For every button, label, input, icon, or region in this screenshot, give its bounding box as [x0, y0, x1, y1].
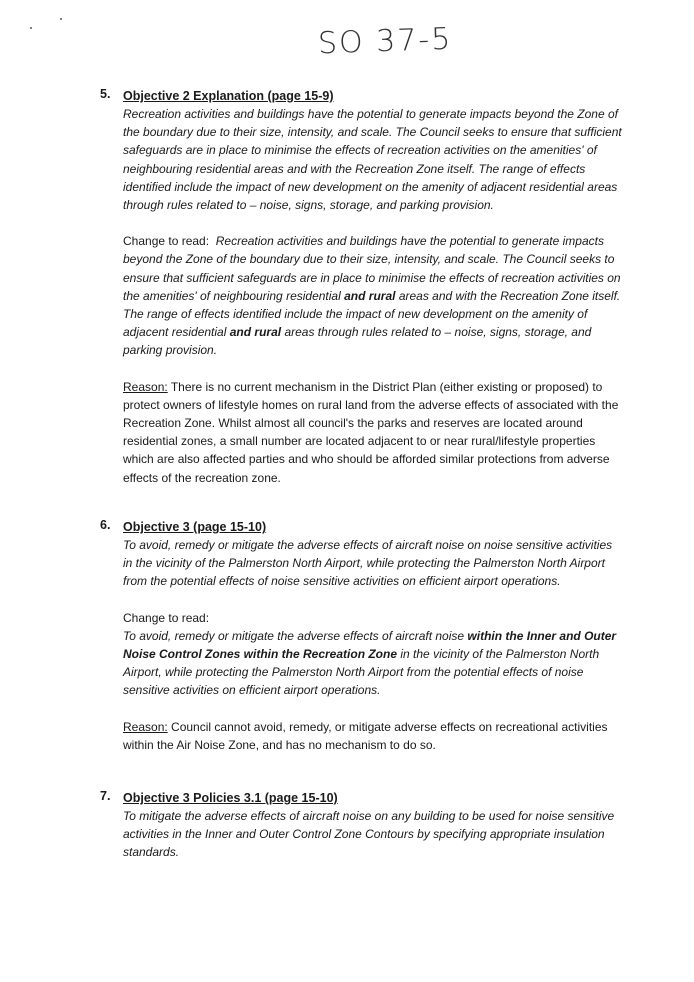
section-number: 7.	[100, 789, 111, 803]
change-text: To avoid, remedy or mitigate the adverse effects of aircraft noise within the Inner and Outer Noise Control Zones within the Recreation Zone in the vicinity of the Palmerston North Airport, while protecting the Palmerston North Airport from the potential effects of noise sensitive activities on efficient airport operations.	[123, 628, 617, 698]
reason-label: Reason:	[123, 719, 168, 734]
original-text: To mitigate the adverse effects of aircraft noise on any building to be used for noise sensitive activities in the Inner and Outer Control Zone Contours by specifying appropriate insulation standards.	[123, 809, 615, 860]
change-text: Change to read: Recreation activities and buildings have the potential to generate impacts beyond the Zone of the boundary due to their size, intensity, and scale. The Council seeks to ensure that sufficient safeguards are in place to minimise the effects of recreation activities on the amenities' of neighbouring residential and rural areas and with the Recreation Zone itself. The range of effects identified include the impact of new development on the amenity of adjacent residential and rural areas through rules related to – noise, signs, storage, and parking provision.	[123, 234, 621, 358]
scan-speck	[60, 18, 62, 20]
original-text: To avoid, remedy or mitigate the adverse effects of aircraft noise on noise sensitive activities in the vicinity of the Palmerston North Airport, while protecting the Palmerston North Airport from the potential effects of noise sensitive activities on efficient airport operations.	[123, 538, 613, 589]
section-heading: Objective 3 (page 15-10)	[123, 520, 267, 534]
change-label: Change to read:	[123, 234, 210, 249]
section-heading: Objective 3 Policies 3.1 (page 15-10)	[123, 791, 338, 805]
change-label: Change to read:	[123, 610, 210, 625]
handwritten-reference: SO 37-5	[317, 21, 453, 62]
reason-text: Reason: There is no current mechanism in the District Plan (either existing or proposed) to protect owners of lifestyle homes on rural land from the adverse effects of associated with the Recreation Zone. Whilst almost all council's the parks and reserves are located around residential zones, a small number are located adjacent to or near rural/lifestyle properties which are also affected parties and who should be afforded similar protections from adverse effects of the recreation zone.	[123, 379, 619, 485]
original-text: Recreation activities and buildings have the potential to generate impacts beyond the Zone of the boundary due to their size, intensity, and scale. The Council seeks to ensure that sufficient safeguards are in place to minimise the effects of recreation activities on the amenities' of neighbouring residential areas and with the Recreation Zone itself. The range of effects identified include the impact of new development on the amenity of adjacent residential areas through rules related to – noise, signs, storage, and parking provision.	[123, 107, 622, 213]
scan-speck	[30, 27, 32, 29]
reason-label: Reason:	[123, 379, 168, 394]
section-number: 6.	[100, 518, 111, 532]
reason-text: Reason: Council cannot avoid, remedy, or mitigate adverse effects on recreational activities within the Air Noise Zone, and has no mechanism to do so.	[123, 719, 608, 752]
section-number: 5.	[100, 87, 111, 101]
section-heading: Objective 2 Explanation (page 15-9)	[123, 89, 334, 103]
